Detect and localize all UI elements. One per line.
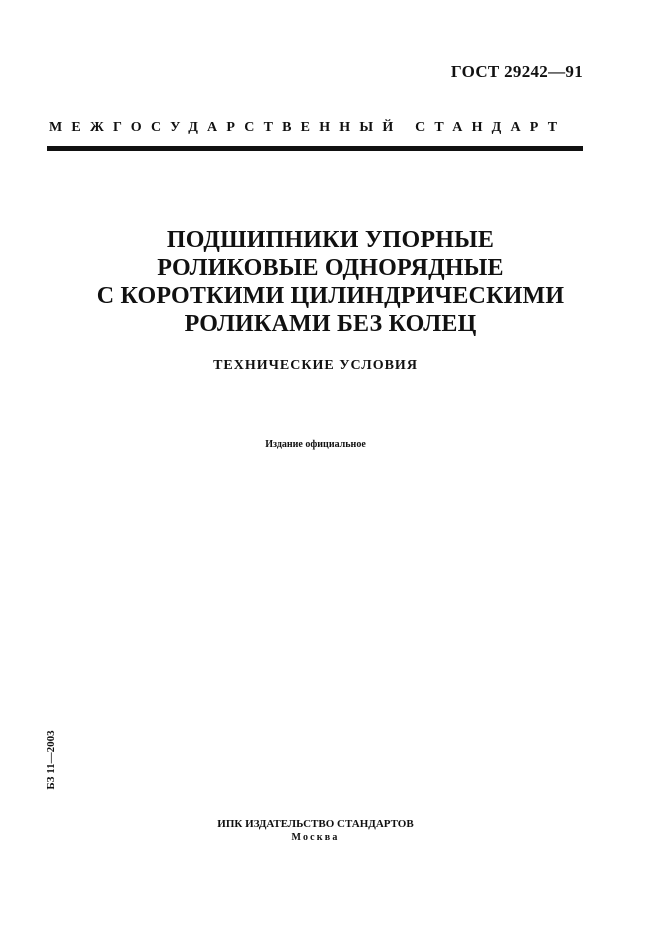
header-rule (47, 146, 583, 151)
document-number: ГОСТ 29242—91 (450, 62, 583, 81)
publisher-city: Москва (291, 832, 340, 843)
title-line-4: РОЛИКАМИ БЕЗ КОЛЕЦ (184, 311, 477, 337)
title-line-3: С КОРОТКИМИ ЦИЛИНДРИЧЕСКИМИ (96, 283, 565, 309)
publisher-name: ИПК ИЗДАТЕЛЬСТВО СТАНДАРТОВ (217, 818, 414, 830)
title-line-2: РОЛИКОВЫЕ ОДНОРЯДНЫЕ (157, 255, 504, 281)
standard-type-label: МЕЖГОСУДАРСТВЕННЫЙ СТАНДАРТ (49, 120, 567, 135)
document-subtitle: ТЕХНИЧЕСКИЕ УСЛОВИЯ (213, 358, 418, 373)
title-line-1: ПОДШИПНИКИ УПОРНЫЕ (166, 227, 495, 253)
side-code-text: БЗ 11—2003 (45, 730, 57, 790)
side-code (43, 727, 59, 793)
edition-note: Издание официальное (265, 439, 366, 450)
document-title (0, 226, 661, 338)
